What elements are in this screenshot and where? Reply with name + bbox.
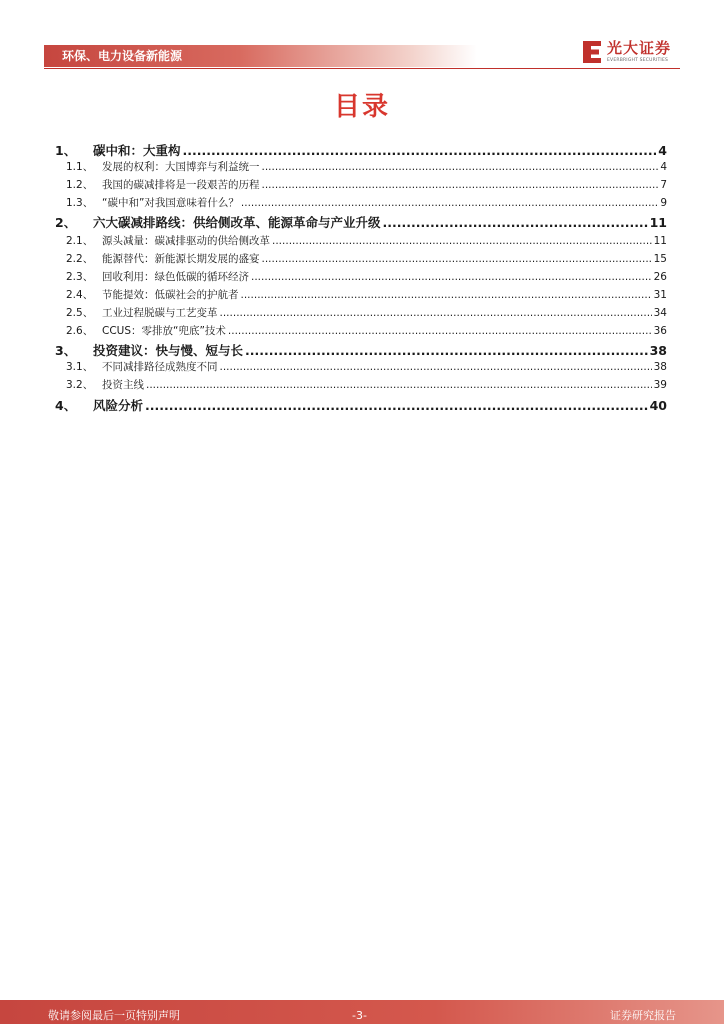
toc-entry-number: 1.1、 <box>66 161 94 173</box>
toc-entry-page: 11 <box>653 235 667 247</box>
toc-entry-title: 投资主线 <box>102 379 144 391</box>
toc-entry-chapter[interactable] <box>55 213 667 231</box>
toc-dot-leader <box>262 253 652 264</box>
toc-entry-title: 回收利用：绿色低碳的循环经济 <box>102 271 249 283</box>
toc-entry-number: 2.3、 <box>66 271 94 283</box>
toc-entry-number: 2.1、 <box>66 235 94 247</box>
toc-entry-section[interactable] <box>66 159 667 174</box>
toc-entry-page: 15 <box>653 253 667 265</box>
toc-entry-section[interactable] <box>66 359 667 374</box>
toc-dot-leader <box>183 143 657 156</box>
toc-entry-number: 2.5、 <box>66 307 94 319</box>
toc-entry-title: 工业过程脱碳与工艺变革 <box>102 307 218 319</box>
toc-entry-section[interactable] <box>66 287 667 302</box>
toc-entry-page: 34 <box>653 307 667 319</box>
toc-entry-page: 40 <box>649 398 667 413</box>
toc-entry-page: 11 <box>649 215 667 230</box>
toc-entry-number: 1、 <box>55 143 77 158</box>
toc-entry-page: 9 <box>660 197 667 209</box>
toc-entry-page: 7 <box>660 179 667 191</box>
toc-entry-chapter[interactable] <box>55 341 667 359</box>
toc-title: 目录 <box>333 92 390 122</box>
toc-entry-title: 风险分析 <box>93 398 144 413</box>
toc-dot-leader <box>251 271 652 282</box>
toc-entry-page: 38 <box>649 343 667 358</box>
toc-entry-title: 不同减排路径成熟度不同 <box>102 361 218 373</box>
everbright-logo-icon <box>581 39 603 65</box>
header-divider <box>44 68 680 69</box>
toc-entry-number: 2.6、 <box>66 325 94 337</box>
toc-entry-page: 4 <box>658 143 667 158</box>
toc-entry-title: 源头减量：碳减排驱动的供给侧改革 <box>102 235 270 247</box>
toc-entry-page: 39 <box>653 379 667 391</box>
toc-entry-number: 2.2、 <box>66 253 94 265</box>
toc-dot-leader <box>220 361 652 372</box>
toc-entry-number: 3.2、 <box>66 379 94 391</box>
brand-logo <box>581 39 681 67</box>
toc-entry-title: 碳中和：大重构 <box>93 143 181 158</box>
toc-entry-page: 26 <box>653 271 667 283</box>
toc-dot-leader <box>145 398 648 411</box>
footer-report-type: 证券研究报告 <box>610 1009 676 1022</box>
toc-dot-leader <box>220 307 652 318</box>
toc-entry-page: 36 <box>653 325 667 337</box>
toc-entry-number: 1.3、 <box>66 197 94 209</box>
toc-entry-section[interactable] <box>66 305 667 320</box>
toc-entry-number: 2.4、 <box>66 289 94 301</box>
toc-entry-section[interactable] <box>66 377 667 392</box>
brand-name-cn: 光大证券 <box>607 39 672 57</box>
toc-entry-title: CCUS：零排放“兜底”技术 <box>102 325 226 337</box>
toc-entry-section[interactable] <box>66 195 667 210</box>
toc-entry-title: 发展的权利：大国博弈与利益统一 <box>102 161 260 173</box>
toc-entry-page: 4 <box>660 161 667 173</box>
toc-dot-leader <box>245 343 648 356</box>
toc-entry-section[interactable] <box>66 251 667 266</box>
toc-dot-leader <box>241 197 658 208</box>
header-section-label: 环保、电力设备新能源 <box>62 49 183 63</box>
toc-entry-title: 投资建议：快与慢、短与长 <box>93 343 244 358</box>
toc-entry-number: 3、 <box>55 343 77 358</box>
toc-entry-section[interactable] <box>66 269 667 284</box>
toc-entry-title: “碳中和”对我国意味着什么？ <box>102 197 239 209</box>
toc-entry-section[interactable] <box>66 177 667 192</box>
toc-entry-title: 我国的碳减排将是一段艰苦的历程 <box>102 179 260 191</box>
footer-page-number: -3- <box>352 1009 367 1022</box>
toc-dot-leader <box>262 161 659 172</box>
toc-dot-leader <box>146 379 652 390</box>
toc-entry-page: 31 <box>653 289 667 301</box>
brand-name-en: EVERBRIGHT SECURITIES <box>607 58 669 63</box>
toc-entry-title: 能源替代：新能源长期发展的盛宴 <box>102 253 260 265</box>
toc-dot-leader <box>241 289 652 300</box>
toc-entry-page: 38 <box>653 361 667 373</box>
toc-entry-number: 3.1、 <box>66 361 94 373</box>
toc-entry-number: 4、 <box>55 398 77 413</box>
toc-entry-section[interactable] <box>66 233 667 248</box>
toc-entry-section[interactable] <box>66 323 667 338</box>
footer-disclaimer: 敬请参阅最后一页特别声明 <box>48 1009 180 1022</box>
toc-entry-number: 1.2、 <box>66 179 94 191</box>
toc-dot-leader <box>383 215 648 228</box>
toc-entry-chapter[interactable] <box>55 141 667 159</box>
toc-entry-title: 六大碳减排路线：供给侧改革、能源革命与产业升级 <box>93 215 381 230</box>
toc-dot-leader <box>272 235 652 246</box>
toc-entry-title: 节能提效：低碳社会的护航者 <box>102 289 239 301</box>
toc-entry-number: 2、 <box>55 215 77 230</box>
toc-dot-leader <box>262 179 659 190</box>
toc-dot-leader <box>228 325 652 336</box>
toc-entry-chapter[interactable] <box>55 396 667 414</box>
